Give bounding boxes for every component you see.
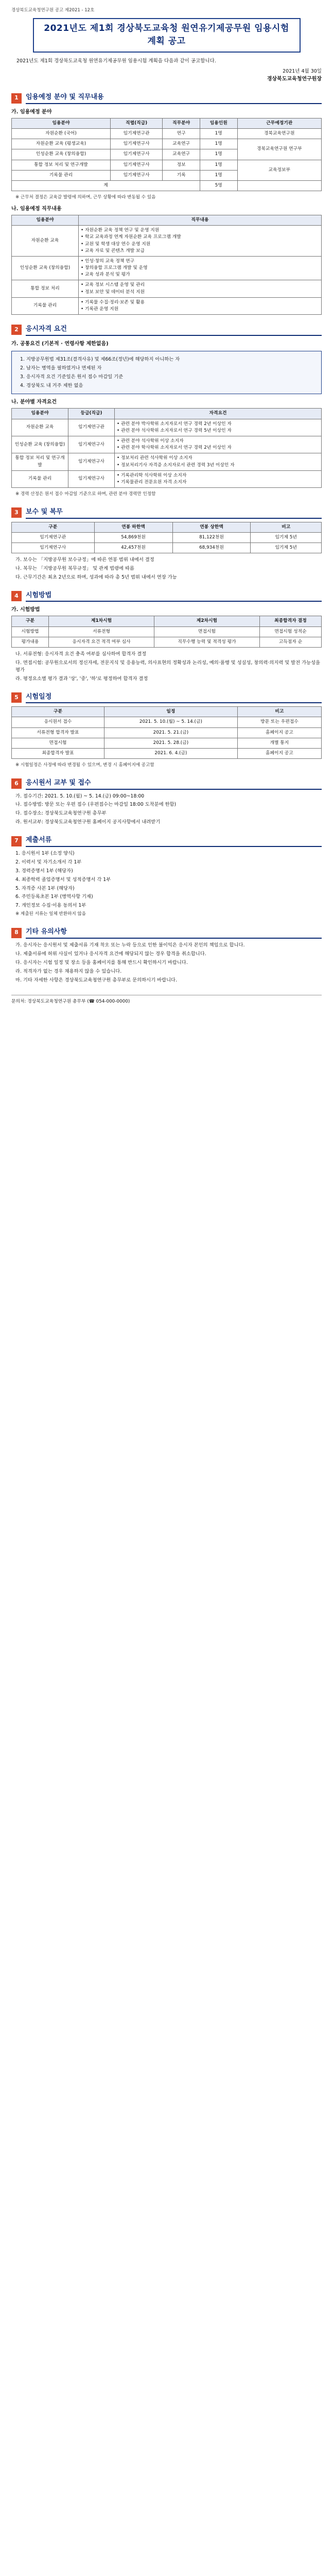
- table-cell: 인성순환 교육 (창의융합): [12, 149, 111, 160]
- table-cell: 임기제연구사: [110, 170, 162, 180]
- table-note: ※ 근무처 결정은 교육감 발령에 의하며, 근무 상황에 따라 변동될 수 있음: [15, 195, 156, 200]
- table-cell: 인성순환 교육 (창의융합): [12, 436, 68, 453]
- table-cell: 2021. 6. 4.(금): [104, 748, 237, 758]
- col-header: 최종합격자 결정: [259, 616, 321, 626]
- list-item: 나. 서류전형: 응시자격 요건 충족 여부를 심사하여 합격자 결정: [15, 651, 147, 657]
- table-cell: 통합 정보 처리 및 연구개발: [12, 453, 68, 470]
- table-cell: 1명: [200, 160, 237, 170]
- section-title: 보수 및 복무: [26, 507, 322, 519]
- subsection-title: 나. 임용예정 직무내용: [11, 206, 62, 212]
- table-total-row: [12, 180, 322, 191]
- table-cell: 통합 정보 처리: [12, 280, 79, 297]
- table-cell: • 기록물 수집·정리·보존 및 활용 • 기록관 운영 지원: [79, 297, 322, 314]
- table-cell: 1명: [200, 149, 237, 160]
- table-header-row: [12, 118, 322, 128]
- schedule-table: [11, 706, 322, 759]
- section-6: [11, 778, 322, 826]
- table-note: ※ 제출된 서류는 일체 반환하지 않음: [15, 911, 86, 917]
- table-cell: 응시원서 접수: [12, 717, 104, 727]
- section-7: [11, 835, 322, 918]
- table-cell: 홈페이지 공고: [237, 748, 321, 758]
- table-cell: • 관련 분야 박사학위 소지자로서 연구 경력 2년 이상인 자 • 관련 분야 석사학위 소지자로서 연구 경력 5년 이상인 자: [115, 419, 322, 436]
- list-item: 1. 응시원서 1부 (소정 양식): [15, 850, 75, 856]
- col-header: 직무분야: [163, 118, 200, 128]
- col-header: 구분: [12, 707, 104, 717]
- table-cell: 면접시험: [154, 626, 260, 637]
- table-cell: 자원순환 교육: [12, 419, 68, 436]
- list-item: 나. 제출서류에 허위 사실이 있거나 응시자격 요건에 해당되지 않는 경우 합격을 취소합니다.: [15, 951, 206, 957]
- salary-table: [11, 522, 322, 554]
- list-item: 6. 주민등록초본 1부 (병역사항 기재): [15, 894, 93, 900]
- col-header: 연봉 상한액: [172, 522, 251, 532]
- list-item: 다. 면접시험: 공무원으로서의 정신자세, 전문지식 및 응용능력, 의사표현의 정확성과 논리성, 예의·품행 및 성실성, 창의력·의지력 및 발전 가능성을 평가: [15, 659, 320, 673]
- section-number: 7: [11, 836, 22, 846]
- table-cell: 1명: [200, 170, 237, 180]
- section-1: [11, 92, 322, 315]
- section-title: 응시원서 교부 및 접수: [26, 778, 322, 790]
- subsection-title: 가. 공통요건 (기본적 · 연령사항 제한없음): [11, 341, 109, 347]
- table-cell: 정보: [163, 160, 200, 170]
- table-cell: 임기제연구사: [110, 149, 162, 160]
- document-meta: 경상북도교육청연구원 공고 제2021 - 12호: [11, 8, 95, 13]
- table-cell: • 관련 분야 석사학위 이상 소지자 • 관련 분야 학사학위 소지자로서 연구 경력 2년 이상인 자: [115, 436, 322, 453]
- table-row: [12, 419, 322, 436]
- table-row: [12, 717, 322, 727]
- table-row: [12, 128, 322, 139]
- col-header: 등급(직급): [68, 409, 115, 419]
- section-title: 임용예정 분야 및 직무내용: [26, 92, 322, 104]
- col-header: 비고: [251, 522, 322, 532]
- table-cell: 자원순환 교육: [12, 226, 79, 257]
- list-item: 4. 경상북도 내 거주 제한 없음: [20, 382, 83, 388]
- list-item: 가. 응시자는 응시원서 및 제출서류 기재 착오 또는 누락 등으로 인한 불이익은 응시자 본인의 책임으로 합니다.: [15, 942, 245, 948]
- table-cell: 교육연구: [163, 149, 200, 160]
- table-cell: 교육정보부: [237, 160, 321, 180]
- table-cell: • 교육 정보 시스템 운영 및 관리 • 정보 보안 및 데이터 분석 지원: [79, 280, 322, 297]
- table-cell: 2021. 5. 10.(월) ~ 5. 14.(금): [104, 717, 237, 727]
- list-item: 3. 응시자격 요건 기준일은 원서 접수 마감일 기준: [20, 374, 124, 380]
- table-row: [12, 256, 322, 280]
- announce-date: 2021년 4월 30일: [283, 69, 322, 74]
- duties-table: [11, 215, 322, 315]
- section-title: 제출서류: [26, 835, 322, 847]
- section-number: 1: [11, 93, 22, 104]
- col-header: 구분: [12, 616, 49, 626]
- table-cell: 임기제연구사: [12, 543, 95, 553]
- section-number: 4: [11, 591, 22, 601]
- table-cell: 1명: [200, 128, 237, 139]
- table-cell: 임기제연구사: [68, 470, 115, 487]
- section-8: [11, 927, 322, 984]
- table-cell: 서류전형 합격자 발표: [12, 727, 104, 738]
- col-header: 제2차시험: [154, 616, 260, 626]
- list-item: 2. 이력서 및 자기소개서 각 1부: [15, 859, 82, 865]
- section-3: [11, 507, 322, 581]
- section-number: 8: [11, 928, 22, 938]
- list-item: 7. 개인정보 수집·이용 동의서 1부: [15, 903, 86, 909]
- table-cell: 2021. 5. 28.(금): [104, 738, 237, 748]
- list-item: 가. 접수기간: 2021. 5. 10.(월) ~ 5. 14.(금) 09:00~18:00: [15, 793, 145, 799]
- positions-table: [11, 118, 322, 191]
- col-header: 직렬(직급): [110, 118, 162, 128]
- section-title: 응시자격 요건: [26, 324, 322, 336]
- section-header: [11, 927, 322, 939]
- table-cell: 연구: [163, 128, 200, 139]
- table-cell: 1명: [200, 139, 237, 149]
- col-header: 근무예정기관: [237, 118, 321, 128]
- table-cell: 응시자격 요건 적격 여부 심사: [49, 637, 154, 647]
- table-cell: [237, 180, 321, 191]
- list-item: 나. 복무는 「지방공무원 복무규정」 및 관계 법령에 따름: [15, 566, 134, 572]
- list-item: 2. 남자는 병역을 필하였거나 면제된 자: [20, 365, 102, 371]
- table-header-row: [12, 616, 322, 626]
- title-box: [33, 18, 301, 53]
- section-number: 6: [11, 778, 22, 789]
- subsection-title: 가. 임용예정 분야: [11, 109, 52, 115]
- list-item: 4. 최종학력 졸업증명서 및 성적증명서 각 1부: [15, 876, 111, 883]
- list-item: 라. 평정요소별 평가 결과 '상', '중', '하'로 평정하여 합격자 결정: [15, 675, 148, 682]
- contact-footer: 문의처: 경상북도교육청연구원 총무부 (☎ 054-000-0000): [11, 995, 322, 1005]
- table-cell: 임기제연구사: [68, 453, 115, 470]
- table-cell: 임기제연구사: [110, 160, 162, 170]
- section-title: 시험일정: [26, 692, 322, 704]
- table-row: [12, 160, 322, 170]
- col-header: 연봉 하한액: [94, 522, 172, 532]
- table-cell: • 인성·창의 교육 정책 연구 • 창의융합 프로그램 개발 및 운영 • 교육 성과 분석 및 평가: [79, 256, 322, 280]
- table-cell: 기록: [163, 170, 200, 180]
- table-cell: 홈페이지 공고: [237, 727, 321, 738]
- table-header-row: [12, 215, 322, 225]
- col-header: 제1차시험: [49, 616, 154, 626]
- table-cell: 계: [12, 180, 200, 191]
- common-requirements-box: [11, 351, 322, 395]
- col-header: 비고: [237, 707, 321, 717]
- list-item: 라. 적격자가 없는 경우 채용하지 않을 수 있습니다.: [15, 968, 122, 974]
- list-item: 나. 접수방법: 방문 또는 우편 접수 (우편접수는 마감일 18:00 도착분에 한함): [15, 802, 177, 808]
- table-cell: 면접시험 성적순: [259, 626, 321, 637]
- table-row: [12, 280, 322, 297]
- table-note: ※ 시험일정은 사정에 따라 변경될 수 있으며, 변경 시 홈페이지에 공고함: [15, 762, 154, 768]
- table-cell: 통합 정보 처리 및 연구개발: [12, 160, 111, 170]
- section-header: [11, 507, 322, 519]
- list-item: 5. 자격증 사본 1부 (해당자): [15, 885, 75, 891]
- table-cell: 자원순환 (국어): [12, 128, 111, 139]
- table-row: [12, 139, 322, 149]
- table-row: [12, 626, 322, 637]
- table-cell: 고득점자 순: [259, 637, 321, 647]
- table-cell: 자원순환 교육 (평생교육): [12, 139, 111, 149]
- table-cell: 임기제 5년: [251, 543, 322, 553]
- section-number: 2: [11, 325, 22, 335]
- table-cell: 경북교육연구원 연구부: [237, 139, 321, 160]
- table-cell: 평가내용: [12, 637, 49, 647]
- table-cell: 5명: [200, 180, 237, 191]
- table-cell: 임기제연구사: [68, 436, 115, 453]
- table-header-row: [12, 707, 322, 717]
- table-cell: • 정보처리 관련 석사학위 이상 소지자 • 정보처리기사 자격증 소지자로서 관련 경력 3년 이상인 자: [115, 453, 322, 470]
- table-cell: 81,122천원: [172, 532, 251, 543]
- table-cell: 최종합격자 발표: [12, 748, 104, 758]
- table-row: [12, 297, 322, 314]
- page-title: 2021년도 제1회 경상북도교육청 원연유기제공무원 임용시험 계획 공고: [44, 23, 289, 47]
- table-row: [12, 748, 322, 758]
- table-header-row: [12, 522, 322, 532]
- section-2: [11, 324, 322, 498]
- table-row: [12, 532, 322, 543]
- table-header-row: [12, 409, 322, 419]
- table-cell: 임기제연구관: [12, 532, 95, 543]
- table-row: [12, 637, 322, 647]
- table-cell: 인성순환 교육 (창의융합): [12, 256, 79, 280]
- col-header: 임용분야: [12, 118, 111, 128]
- section-title: 시험방법: [26, 590, 322, 602]
- table-cell: 68,934천원: [172, 543, 251, 553]
- table-cell: 경북교육연구원: [237, 128, 321, 139]
- table-row: [12, 453, 322, 470]
- table-cell: 기록물 관리: [12, 470, 68, 487]
- intro-text: 2021년도 제1회 경상북도교육청 원연유기제공무원 임용시험 계획을 다음과 같이 공고합니다.: [16, 58, 216, 64]
- announce-org: 경상북도교육청연구원장: [267, 76, 322, 82]
- section-header: [11, 92, 322, 104]
- table-cell: 42,457천원: [94, 543, 172, 553]
- section-4: [11, 590, 322, 683]
- table-cell: 직무수행 능력 및 적격성 평가: [154, 637, 260, 647]
- list-item: 마. 기타 자세한 사항은 경상북도교육청연구원 총무부로 문의하시기 바랍니다.: [15, 977, 177, 983]
- section-title: 기타 유의사항: [26, 927, 322, 939]
- table-cell: 임기제연구사: [110, 139, 162, 149]
- table-cell: 개별 통지: [237, 738, 321, 748]
- section-header: [11, 692, 322, 704]
- col-header: 구분: [12, 522, 95, 532]
- section-header: [11, 324, 322, 336]
- table-note: ※ 경력 산정은 원서 접수 마감일 기준으로 하며, 관련 분야 경력만 인정함: [15, 492, 156, 497]
- section-header: [11, 778, 322, 790]
- section-number: 5: [11, 692, 22, 703]
- col-header: 자격요건: [115, 409, 322, 419]
- table-row: [12, 738, 322, 748]
- section-header: [11, 835, 322, 847]
- col-header: 임용분야: [12, 215, 79, 225]
- section-number: 3: [11, 507, 22, 518]
- table-cell: 기록물 관리: [12, 297, 79, 314]
- table-cell: 54,869천원: [94, 532, 172, 543]
- table-cell: 임기제 5년: [251, 532, 322, 543]
- table-cell: 기록물 관리: [12, 170, 111, 180]
- subsection-title: 나. 분야별 자격요건: [11, 399, 57, 405]
- table-cell: 교육연구: [163, 139, 200, 149]
- col-header: 직무내용: [79, 215, 322, 225]
- col-header: 임용분야: [12, 409, 68, 419]
- table-row: [12, 226, 322, 257]
- list-item: 가. 보수는 「지방공무원 보수규정」에 따른 연봉 범위 내에서 결정: [15, 557, 154, 563]
- requirements-table: [11, 408, 322, 488]
- list-item: 1. 지방공무원법 제31조(결격사유) 및 제66조(정년)에 해당하지 아니하는 자: [20, 356, 180, 362]
- table-cell: 임기제연구관: [68, 419, 115, 436]
- table-row: [12, 543, 322, 553]
- table-row: [12, 727, 322, 738]
- table-cell: 서류전형: [49, 626, 154, 637]
- table-cell: 면접시험: [12, 738, 104, 748]
- table-cell: 2021. 5. 21.(금): [104, 727, 237, 738]
- list-item: 다. 접수장소: 경상북도교육청연구원 총무부: [15, 810, 107, 817]
- list-item: 다. 응시자는 시험 일정 및 장소 등을 홈페이지를 통해 반드시 확인하시기 바랍니다.: [15, 959, 188, 965]
- table-cell: • 자원순환 교육 정책 연구 및 운영 지원 • 학교 교육과정 연계 자원순환 교육 프로그램 개발 • 교원 및 학생 대상 연수 운영 지원 • 교육 자료 및 콘텐츠 개발 보급: [79, 226, 322, 257]
- table-row: [12, 470, 322, 487]
- section-header: [11, 590, 322, 602]
- table-cell: • 기록관리학 석사학위 이상 소지자 • 기록물관리 전문요원 자격 소지자: [115, 470, 322, 487]
- section-5: [11, 692, 322, 769]
- list-item: 다. 근무기간은 최초 2년으로 하며, 성과에 따라 총 5년 범위 내에서 연장 가능: [15, 574, 177, 580]
- table-cell: 방문 또는 우편접수: [237, 717, 321, 727]
- list-item: 라. 원서교부: 경상북도교육청연구원 홈페이지 공지사항에서 내려받기: [15, 819, 161, 825]
- subsection-title: 가. 시험방법: [11, 607, 40, 613]
- col-header: 임용인원: [200, 118, 237, 128]
- table-cell: 임기제연구관: [110, 128, 162, 139]
- table-row: [12, 436, 322, 453]
- table-cell: 시험방법: [12, 626, 49, 637]
- exam-method-table: [11, 616, 322, 648]
- col-header: 일정: [104, 707, 237, 717]
- list-item: 3. 경력증명서 1부 (해당자): [15, 868, 73, 874]
